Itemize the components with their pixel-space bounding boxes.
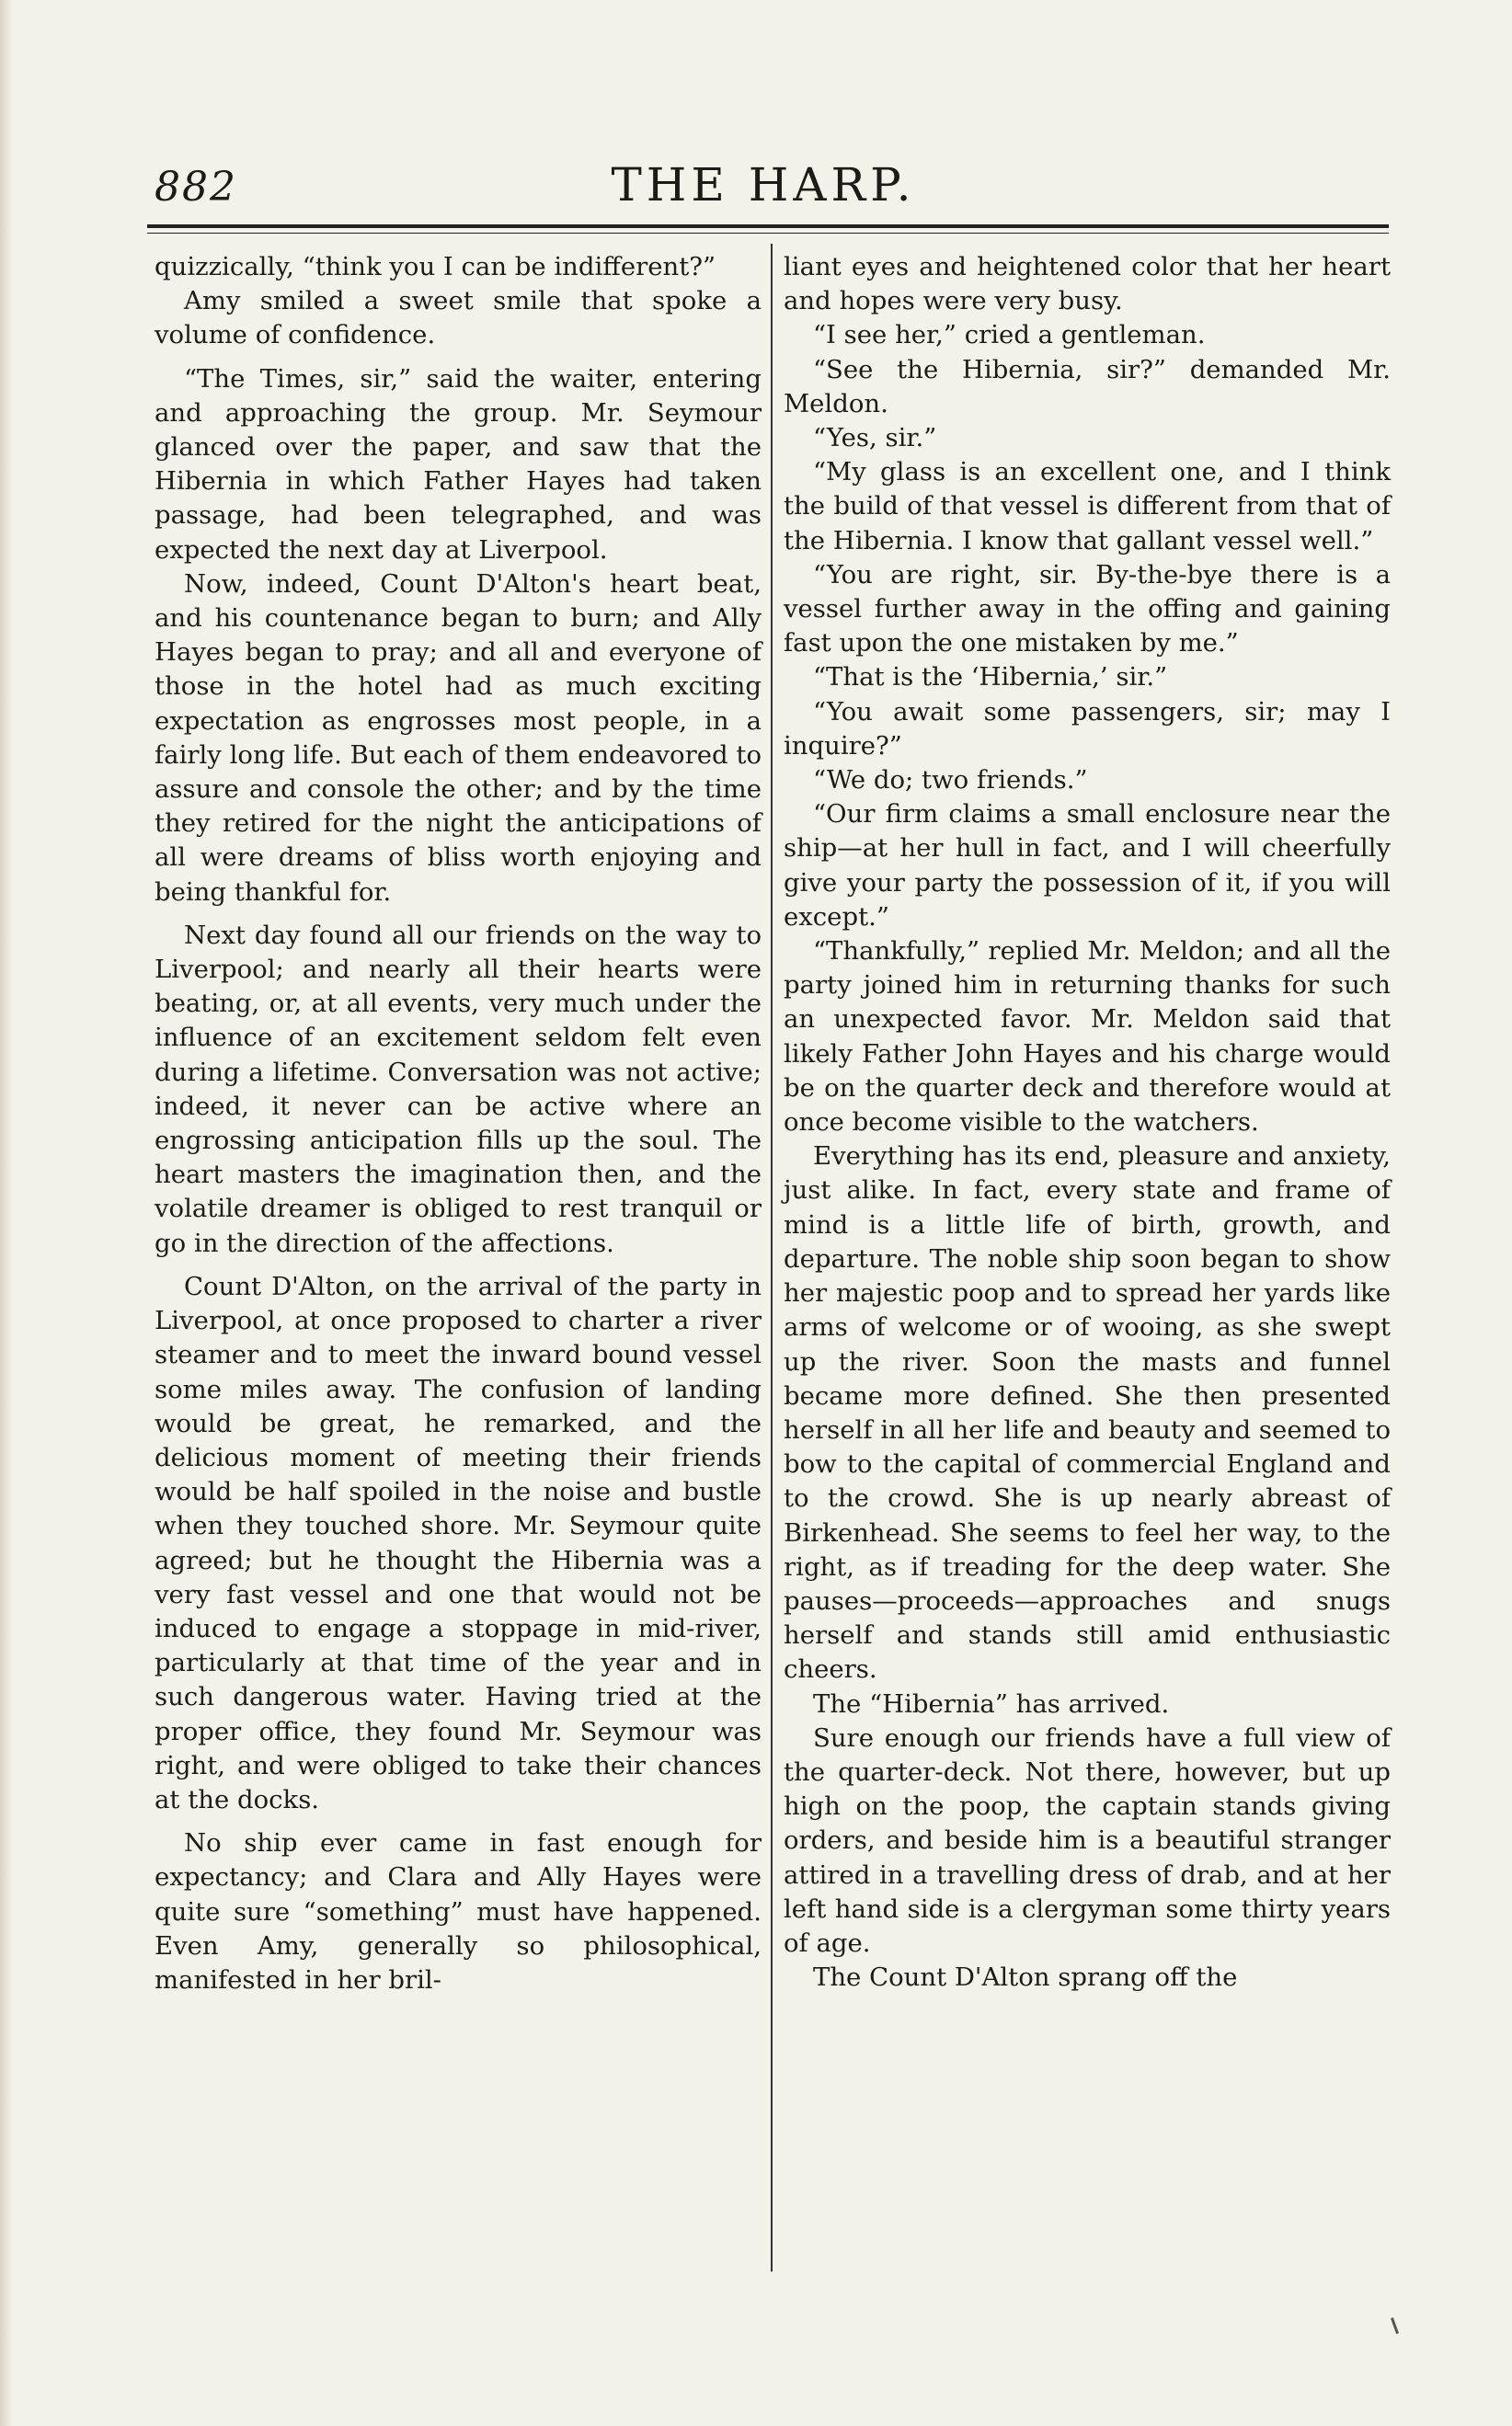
paragraph: Everything has its end, pleasure and anxiety, just alike. In fact, every state and frame of mind is a little life of birth, growth, and departure. The noble ship soon began to show her majestic poop and to spread her yards like arms of welcome or of wooing, as she swept up the river. Soon the masts and funnel became more defined. She then presented herself in all her life and beauty and seemed to bow to the capital of commercial England and to the crowd. She is up nearly abreast of Birkenhead. She seems to feel her way, to the right, as if treading for the deep water. She pauses—proceeds—approaches and snugs herself and stands still amid enthusiastic cheers. <box>784 1141 1391 1685</box>
paragraph: Sure enough our friends have a full view of the quarter-deck. Not there, however, but up high on the poop, the captain stands giving orders, and beside him is a beautiful stranger attired in a travelling dress of drab, and at her left hand side is a clergyman some thirty years of age. <box>784 1722 1391 1958</box>
paragraph: “That is the ‘Hibernia,’ sir.” <box>813 662 1168 692</box>
paragraph: “Our firm claims a small enclosure near the ship—at her hull in fact, and I will cheerfully give your party the possession of it, if you will except.” <box>784 799 1391 932</box>
paragraph: liant eyes and heightened color that her heart and hopes were very busy. <box>784 252 1391 316</box>
paragraph: Count D'Alton, on the arrival of the party in Liverpool, at once proposed to charter a river steamer and to meet the inward bound vessel some miles away. The confusion of landing would be great, he remarked, and the delicious moment of meeting their friends would be half spoiled in the noise and bustle when they touched shore. Mr. Seymour quite agreed; but he thought the Hibernia was a very fast vessel and one that would not be induced to engage a stoppage in mid-river, particularly at that time of the year and in such dangerous water. Having tried at the proper office, they found Mr. Seymour was right, and were obliged to take their chances at the docks. <box>155 1271 762 1814</box>
paragraph: No ship ever came in fast enough for expectancy; and Clara and Ally Hayes were quite sure “something” must have happened. Even Amy, generally so philosophical, manifested in her bril- <box>155 1828 762 1995</box>
left-column <box>155 250 762 1997</box>
right-column <box>784 250 1391 1995</box>
paragraph: “See the Hibernia, sir?” demanded Mr. Meldon. <box>784 354 1391 418</box>
paragraph: Now, indeed, Count D'Alton's heart beat, and his countenance began to burn; and Ally Hayes began to pray; and all and everyone of those in the hotel had as much exciting expectation as engrosses most people, in a fairly long life. But each of them endeavored to assure and console the other; and by the time they retired for the night the anticipations of all were dreams of bliss worth enjoying and being thankful for. <box>155 568 762 907</box>
page-edge <box>0 0 13 2426</box>
print-speck <box>1391 2317 1399 2334</box>
paragraph: “Yes, sir.” <box>813 423 937 453</box>
journal-title: THE HARP. <box>611 158 916 212</box>
paragraph: “Thankfully,” replied Mr. Meldon; and all the party joined him in returning thanks for such an unexpected favor. Mr. Meldon said that likely Father John Hayes and his charge would be on the quarter deck and therefore would at once become visible to the watchers. <box>784 936 1391 1138</box>
paragraph: “We do; two friends.” <box>813 765 1088 795</box>
page-number: 882 <box>155 164 237 211</box>
paragraph: The Count D'Alton sprang off the <box>813 1963 1238 1993</box>
paragraph: “You are right, sir. By-the-bye there is a vessel further away in the offing and gaining fast upon the one mistaken by me.” <box>784 559 1391 658</box>
paragraph: “You await some passengers, sir; may I inquire?” <box>784 696 1391 761</box>
paragraph: The “Hibernia” has arrived. <box>813 1688 1170 1719</box>
header-double-rule <box>147 224 1389 234</box>
paragraph: “The Times, sir,” said the waiter, entering and approaching the group. Mr. Seymour glanced over the paper, and saw that the Hibernia in which Father Hayes had taken passage, had been telegraphed, and was expected the next day at Liverpool. <box>155 363 762 565</box>
paragraph: Next day found all our friends on the way to Liverpool; and nearly all their hearts were beating, or, at all events, very much under the influence of an excitement seldom felt even during a lifetime. Conversation was not active; indeed, it never can be active where an engrossing anticipation fills up the soul. The heart masters the imagination then, and the volatile dreamer is obliged to rest tranquil or go in the direction of the affections. <box>155 920 762 1258</box>
paragraph: “I see her,” cried a gentleman. <box>813 320 1206 350</box>
page-header <box>138 156 1389 221</box>
paragraph: quizzically, “think you I can be indifferent?” <box>155 252 716 281</box>
paragraph: “My glass is an excellent one, and I think the build of that vessel is different from that of the Hibernia. I know that gallant vessel well.” <box>784 457 1391 555</box>
column-divider <box>771 244 773 2272</box>
paragraph: Amy smiled a sweet smile that spoke a volume of confidence. <box>155 286 762 350</box>
